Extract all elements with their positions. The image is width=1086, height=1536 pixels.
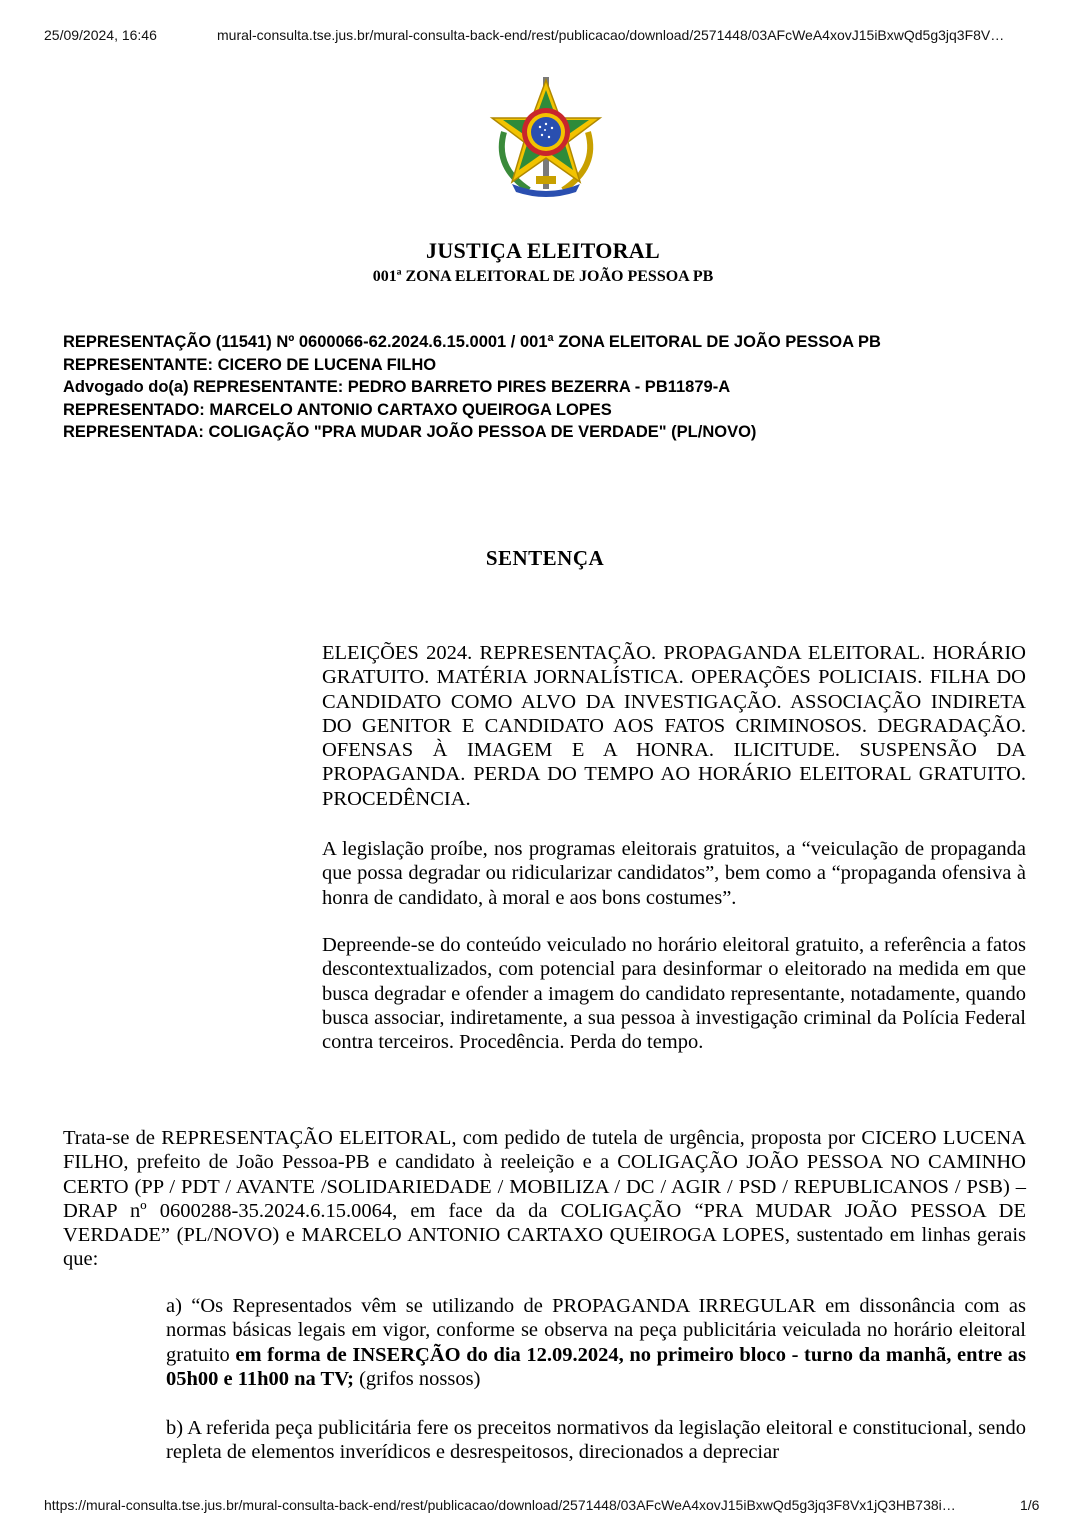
document-heading: SENTENÇA bbox=[485, 546, 605, 570]
ementa-keywords: ELEIÇÕES 2024. REPRESENTAÇÃO. PROPAGANDA ELEITORAL. HORÁRIO GRATUITO. MATÉRIA JORNALÍSTICA. OPERAÇÕES POLICIAIS. FILHA DO CANDIDATO COMO ALVO DA INVESTIGAÇÃO. ASSOCIAÇÃO INDIRETA DO GENITOR E CANDIDATO AOS FATOS CRIMINOSOS. DEGRADAÇÃO. OFENSAS À IMAGEM E A HONRA. ILICITUDE. SUSPENSÃO DA PROPAGANDA. PERDA DO TEMPO AO HORÁRIO ELEITORAL GRATUITO. PROCEDÊNCIA. bbox=[322, 642, 1026, 810]
print-datetime: 25/09/2024, 16:46 bbox=[44, 27, 157, 43]
case-number-line: REPRESENTAÇÃO (11541) Nº 0600066-62.2024.6.15.0001 / 001ª ZONA ELEITORAL DE JOÃO PESSOA PB bbox=[63, 333, 881, 351]
representado-line: REPRESENTADO: MARCELO ANTONIO CARTAXO QUEIROGA LOPES bbox=[63, 400, 612, 419]
ementa-conclusion: Depreende-se do conteúdo veiculado no horário eleitoral gratuito, a referência a fatos descontextualizados, com potencial para desinformar o eleitorado na medida em que busca degradar e ofender a imagem do candidato representante, notadamente, quando busca associar, indiretamente, a sua pessoa à investigação criminal da Polícia Federal contra terceiros. Procedência. Perda do tempo. bbox=[322, 934, 1026, 1054]
allegation-a-intro: a) “Os Representados vêm se utilizando de PROPAGANDA IRREGULAR em dissonância com as normas básicas legais em vigor, conforme se observa na peça publicitária veiculada no horário eleitoral gratuito bbox=[166, 1295, 1026, 1366]
allegation-a-tail: (grifos nossos) bbox=[353, 1367, 481, 1390]
allegation-a bbox=[166, 1294, 1026, 1391]
court-title: JUSTIÇA ELEITORAL bbox=[426, 238, 660, 263]
print-footer-url: https://mural-consulta.tse.jus.br/mural-consulta-back-end/rest/publicacao/download/2571448/03AFcWeA4xovJ15iBxwQd5g3jq3F8Vx1jQ3HB738i… bbox=[44, 1497, 956, 1513]
representada-line: REPRESENTADA: COLIGAÇÃO "PRA MUDAR JOÃO PESSOA DE VERDADE" (PL/NOVO) bbox=[63, 423, 757, 441]
ementa-legal-basis: A legislação proíbe, nos programas eleitorais gratuitos, a “veiculação de propaganda que possa degradar ou ridicularizar candidatos”, bem como a “propaganda ofensiva à honra de candidato, à moral e aos bons costumes”. bbox=[322, 838, 1026, 909]
report-paragraph: Trata-se de REPRESENTAÇÃO ELEITORAL, com pedido de tutela de urgência, proposta por CICERO LUCENA FILHO, prefeito de João Pessoa-PB e candidato à reeleição e a COLIGAÇÃO JOÃO PESSOA NO CAMINHO CERTO (PP / PDT / AVANTE /SOLIDARIEDADE / MOBILIZA / DC / AGIR / PSD / REPUBLICANOS / PSB) – DRAP nº 0600288-35.2024.6.15.0064, em face da da COLIGAÇÃO “PRA MUDAR JOÃO PESSOA DE VERDADE” (PL/NOVO) e MARCELO ANTONIO CARTAXO QUEIROGA LOPES, sustentado em linhas gerais que: bbox=[63, 1127, 1026, 1271]
coat-of-arms-of-brazil-icon bbox=[484, 72, 608, 202]
case-parties bbox=[63, 331, 881, 444]
page-number: 1/6 bbox=[1020, 1497, 1040, 1513]
representante-line: REPRESENTANTE: CICERO DE LUCENA FILHO bbox=[63, 355, 437, 374]
court-zone: 001ª ZONA ELEITORAL DE JOÃO PESSOA PB bbox=[372, 268, 714, 285]
advogado-line: Advogado do(a) REPRESENTANTE: PEDRO BARRETO PIRES BEZERRA - PB11879-A bbox=[63, 378, 731, 396]
allegation-b: b) A referida peça publicitária fere os preceitos normativos da legislação eleitoral e constitucional, sendo repleta de elementos inverídicos e desrespeitosos, direcionados a depreciar bbox=[166, 1417, 1026, 1464]
allegation-a-bold: em forma de INSERÇÃO do dia 12.09.2024, no primeiro bloco - turno da manhã, entre as 05h00 e 11h00 na TV; bbox=[166, 1343, 1027, 1390]
print-header-url: mural-consulta.tse.jus.br/mural-consulta-back-end/rest/publicacao/download/2571448/03AFcWeA4xovJ15iBxwQd5g3jq3F8V… bbox=[217, 27, 1005, 43]
